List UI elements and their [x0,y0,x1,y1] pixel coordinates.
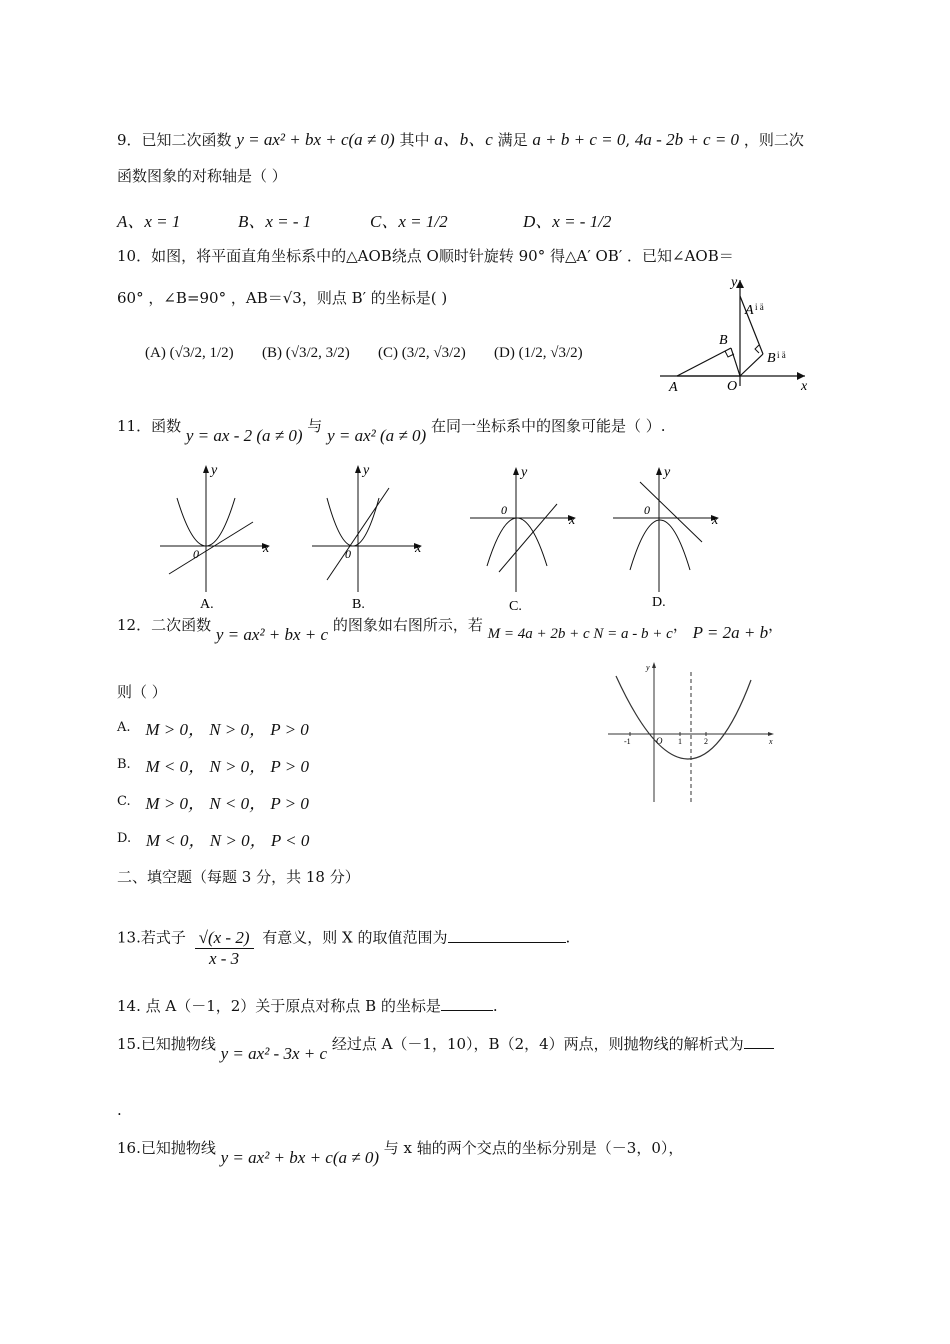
q10-label-y: y [731,275,738,290]
q15-formula: y = ax² - 3x + c [220,1044,328,1063]
q11-tail: 在同一坐标系中的图象可能是（ ）. [430,417,666,435]
q10-line2: 60° ，∠B=90° ，AB＝√3，则点 B′ 的坐标是( ) [117,289,448,307]
q11-graph-d [608,460,733,620]
q11-b-y-label: y [363,463,370,478]
q11-d-x-label: x [712,513,719,528]
q15-line [117,1034,774,1063]
q9-line2: 函数图象的对称轴是（ ） [117,167,287,185]
q9-tail: ，则二次 [743,131,804,149]
q13-intro: 13.若式子 [117,928,186,947]
q9-cond1: a + b + c = 0 [532,130,626,149]
q10-option-b: (B) (√3/2, 3/2) [262,345,350,361]
q9-option-c: C、x = 1/2 [370,212,448,231]
q10-label-b: B [719,333,728,348]
q11-d-origin: 0 [644,503,650,517]
q13-fraction [195,928,254,969]
q14-text: 14. 点 A（－1，2）关于原点对称点 B 的坐标是 [117,997,441,1015]
q11-d-y-label: y [664,465,671,480]
q9-mid2: 满足 [497,131,528,149]
q10-label-a: A [669,380,678,395]
q11-c-y-label: y [521,465,528,480]
q15-tail: 经过点 A（－1，10），B（2，4）两点，则抛物线的解析式为 [331,1035,744,1053]
q12-pdef: P = 2a + b [692,623,769,642]
q10-option-d: (D) (1/2, √3/2) [494,345,583,361]
q10-label-a1: A [745,303,754,318]
q14-answer-blank[interactable] [441,996,493,1011]
q11-b-x-label: x [415,541,422,556]
q11-graph-b [307,460,432,620]
q12-option-c-text: M > 0， N < 0， P > 0 [145,794,309,813]
q10-option-a: (A) (√3/2, 1/2) [145,345,234,361]
q12-option-d-text: M < 0， N > 0， P < 0 [145,831,310,850]
q12-formula: y = ax² + bx + c [215,625,329,644]
q11-b-origin: 0 [345,547,351,561]
q16-line [117,1138,684,1167]
q13-tail: 有意义，则 X 的取值范围为 [262,928,448,947]
q10-line1: 10．如图，将平面直角坐标系中的△AOB绕点 O顺时针旋转 90° 得△A′ OB′ ．已知∠AOB＝ [117,247,734,265]
q12-defs: M = 4a + 2b + c N = a - b + c [487,626,673,642]
q9-cond2: 4a - 2b + c = 0 [634,130,740,149]
q12-option-a [117,716,309,738]
q14-end: . [492,997,498,1015]
q11-and: 与 [307,417,323,435]
q11-c-origin: 0 [501,503,507,517]
q9-formula: y = ax² + bx + c(a ≠ 0) [236,130,395,149]
q13-answer-blank[interactable] [448,928,566,943]
q9-line1: 9．已知二次函数 y = ax² + bx + c(a ≠ 0) 其中 a、b、c 满足 a + b + c = 0, 4a - 2b + c = 0 ，则二次 [117,130,804,149]
q12-y-label: y [646,663,650,672]
q11-b-label: B. [352,597,365,612]
q12-tick-1: 1 [678,737,682,746]
q13-line [117,918,571,968]
q12-parabola [616,676,751,759]
q12-option-c-key: C. [117,794,131,809]
q9-mid: 其中 [399,131,430,149]
q12-option-b-text: M < 0， N > 0， P > 0 [145,757,309,776]
q10-label-x: x [801,379,808,394]
q12-tick-2: 2 [704,737,708,746]
q11-c-x-label: x [569,513,576,528]
q14-line [117,996,498,1016]
q10-segment-ob1 [740,354,763,376]
q11-a-x-label: x [263,541,270,556]
q12-option-b [117,753,309,775]
q10-segment-bo [731,348,740,376]
q13-denominator: x - 3 [208,949,240,968]
q12-option-d [117,827,309,849]
q9-vars: a、b、c [434,130,493,149]
q12-intro: 12．二次函数 [117,616,212,634]
q11-graph-a [155,460,280,620]
q9-intro: 9．已知二次函数 [117,131,232,149]
q12-option-a-key: A. [117,720,131,735]
q11-function-1: y = ax - 2 (a ≠ 0) [185,426,303,445]
q12-tick-neg1: -1 [624,737,631,746]
q12-x-label: x [769,737,773,746]
q12-tick-origin: O [656,736,663,746]
q11-line1 [117,416,666,445]
q16-formula: y = ax² + bx + c(a ≠ 0) [220,1148,379,1167]
q10-label-b1-sup: i ä [777,350,786,360]
q9-option-b: B、x = - 1 [238,212,312,231]
q11-function-2: y = ax² (a ≠ 0) [327,426,427,445]
q13-end: . [565,928,571,947]
q11-a-origin: 0 [193,547,199,561]
q10-label-a1-sup: i ä [755,302,764,312]
q15-answer-blank[interactable] [744,1034,774,1049]
q16-tail: 与 x 轴的两个交点的坐标分别是（－3，0）， [383,1139,684,1157]
q11-c-label: C. [509,599,522,614]
q12-mid: 的图象如右图所示，若 [332,616,483,634]
q10-label-o: O [727,379,738,394]
q11-a-y-label: y [211,463,218,478]
q10-label-b1: B [767,351,776,366]
q10-option-c: (C) (3/2, √3/2) [378,345,466,361]
q16-intro: 16.已知抛物线 [117,1139,216,1157]
q10-segment-ab [677,348,731,376]
q11-intro: 11．函数 [117,417,182,435]
q9-option-d: D、x = - 1/2 [523,212,612,231]
q13-numerator: √(x - 2) [195,928,254,949]
q11-d-label: D. [652,595,666,610]
q12-line1: 12．二次函数 y = ax² + bx + c 的图象如右图所示，若 M = 4a + 2b + c N = a - b + c， P = 2a + b， [117,616,784,644]
q12-then: 则（ ） [117,683,167,701]
q12-parabola-graph [604,658,784,806]
q10-rotation-figure [655,272,815,396]
q11-graph-c [465,460,590,620]
q12-option-d-key: D. [117,831,132,846]
q12-option-b-key: B. [117,757,131,772]
q12-option-c [117,790,309,812]
q12-option-a-text: M > 0， N > 0， P > 0 [145,720,309,739]
q11-a-label: A. [200,597,214,612]
section2-heading: 二、填空题（每题 3 分，共 18 分） [117,868,360,886]
q15-intro: 15.已知抛物线 [117,1035,216,1053]
q9-option-a: A、x = 1 [117,212,181,231]
q15-end: . [117,1101,122,1119]
